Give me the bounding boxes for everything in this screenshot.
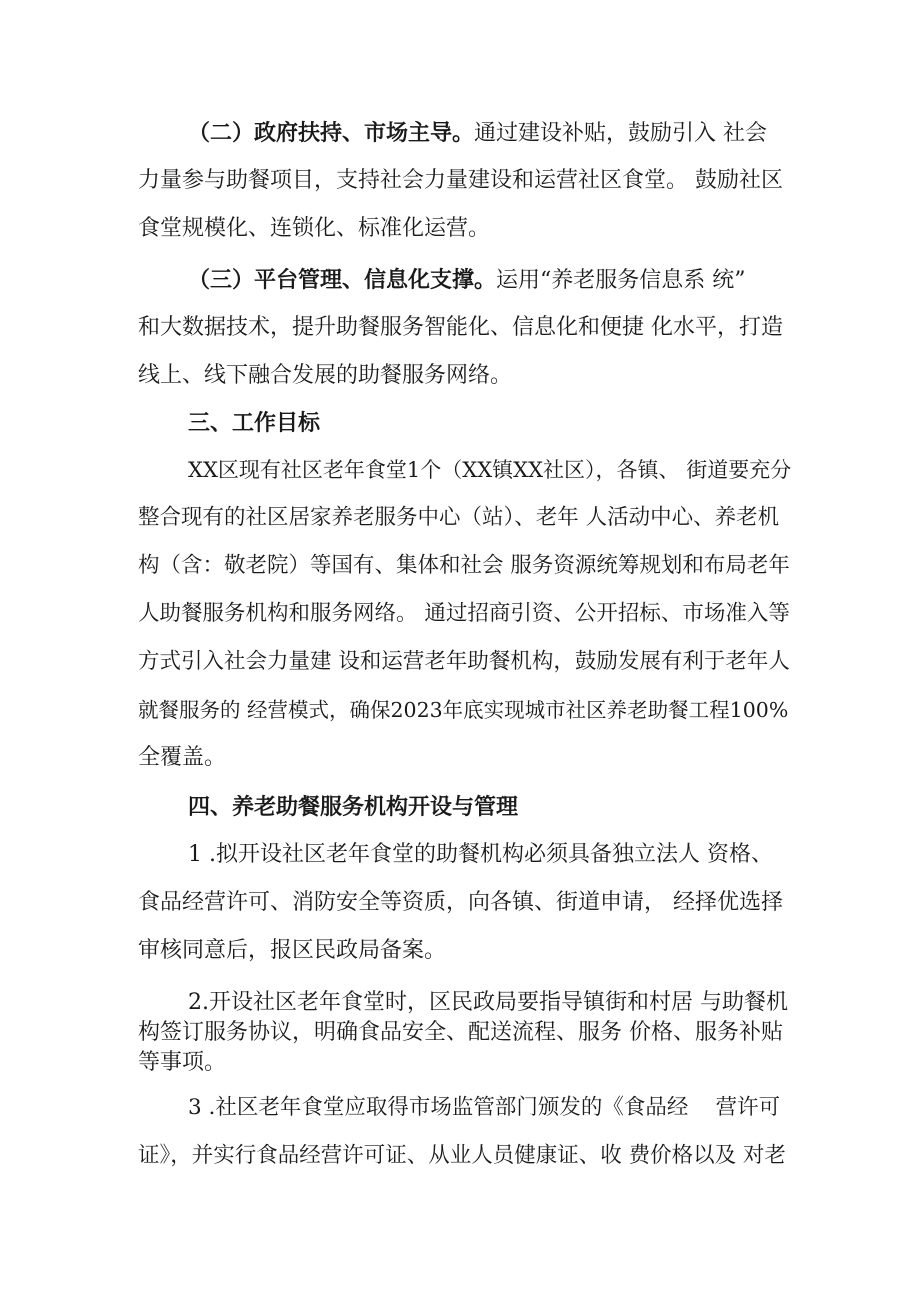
paragraph-line: 和大数据技术，提升助餐服务智能化、信息化和便捷 化水平，打造 — [138, 315, 783, 340]
paragraph-line: 3 .社区老年食堂应取得市场监管部门颁发的《食品经 营许可 — [188, 1095, 781, 1120]
paragraph-line: 就餐服务的 经营模式，确保2023年底实现城市社区养老助餐工程100% — [138, 698, 789, 722]
paragraph-line: 食堂规模化、连锁化、标准化运营。 — [138, 216, 491, 241]
paragraph-line: 线上、线下融合发展的助餐服务网络。 — [138, 363, 513, 388]
paragraph-line: 证》，并实行食品经营许可证、从业人员健康证、收 费价格以及 对老 — [138, 1143, 786, 1168]
paragraph-line: 构（含：敬老院）等国有、集体和社会 服务资源统筹规划和布局老年 — [138, 553, 790, 578]
paragraph-line: 力量参与助餐项目，支持社会力量建设和运营社区食堂。 鼓励社区 — [138, 168, 783, 193]
paragraph-line: 食品经营许可、消防安全等资质，向各镇、街道申请， 经择优选择 — [138, 890, 783, 915]
paragraph-heading: （二）政府扶持、市场主导。 — [188, 120, 475, 146]
paragraph-line: （二）政府扶持、市场主导。通过建设补贴，鼓励引入 社会 — [188, 120, 768, 146]
paragraph-line: 2.开设社区老年食堂时，区民政局要指导镇街和村居 与助餐机 — [188, 990, 788, 1015]
paragraph-line: 等事项。 — [138, 1050, 227, 1075]
section-title: 四、养老助餐服务机构开设与管理 — [188, 794, 519, 820]
paragraph-line: 人助餐服务机构和服务网络。 通过招商引资、公开招标、市场准入等 — [138, 601, 790, 626]
paragraph-line: 全覆盖。 — [138, 745, 227, 770]
paragraph-line: 1 .拟开设社区老年食堂的助餐机构必须具备独立法人 资格、 — [188, 842, 773, 867]
paragraph-line: 审核同意后，报区民政局备案。 — [138, 938, 447, 963]
section-title: 三、工作目标 — [188, 410, 321, 436]
paragraph-line: 方式引入社会力量建 设和运营老年助餐机构，鼓励发展有利于老年人 — [138, 649, 790, 674]
paragraph-line: （三）平台管理、信息化支撑。运用“养老服务信息系 统” — [188, 267, 746, 293]
paragraph-line: 构签订服务协议，明确食品安全、配送流程、服务 价格、服务补贴 — [138, 1020, 783, 1045]
paragraph-heading: （三）平台管理、信息化支撑。 — [188, 267, 497, 293]
paragraph-line: 整合现有的社区居家养老服务中心（站）、老年 人活动中心、养老机 — [138, 505, 780, 530]
paragraph-line: XX区现有社区老年食堂1个（XX镇XX社区），各镇、 街道要充分 — [188, 458, 792, 482]
